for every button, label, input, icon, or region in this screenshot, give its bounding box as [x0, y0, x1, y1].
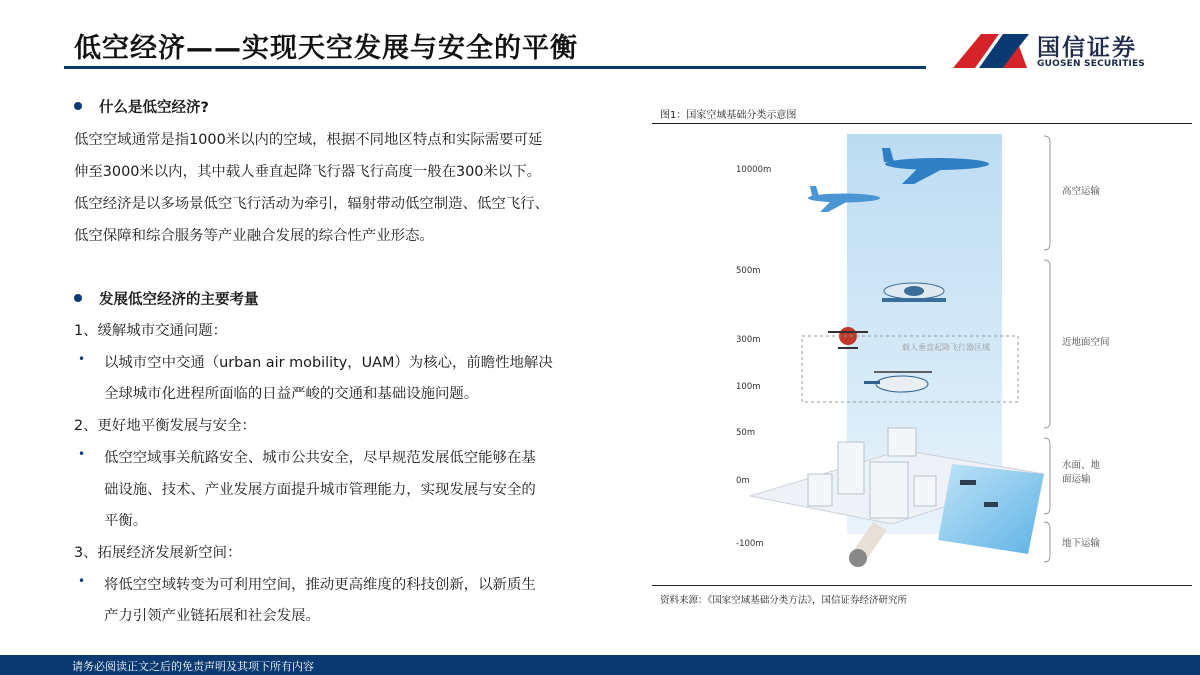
list-item: 全球城市化进程所面临的日益严峻的交通和基础设施问题。 — [104, 386, 479, 403]
altitude-label: 100m — [736, 382, 761, 392]
list-item: 产力引领产业链拓展和社会发展。 — [104, 608, 320, 625]
paragraph-line: 低空经济是以多场景低空飞行活动为牵引，辐射带动低空制造、低空飞行、 — [74, 196, 549, 212]
footer-disclaimer: 请务必阅读正文之后的免责声明及其项下所有内容 — [72, 660, 314, 673]
zone-label: 近地面空间 — [1062, 337, 1110, 348]
altitude-label: 500m — [736, 266, 761, 276]
figure-caption: 图1：国家空域基础分类示意图 — [660, 110, 797, 121]
zone-label: 地下运输 — [1062, 538, 1101, 549]
zone-label: 高空运输 — [1062, 186, 1101, 197]
paragraph-line: 低空保障和综合服务等产业融合发展的综合性产业形态。 — [74, 228, 434, 244]
logo-chinese-name: 国信证券 — [1037, 35, 1137, 61]
list-item: 以城市空中交通（urban air mobility，UAM）为核心，前瞻性地解决 — [104, 354, 553, 371]
altitude-label: -100m — [736, 539, 764, 549]
altitude-label: 10000m — [736, 165, 772, 175]
evtol-aircraft-icon — [882, 283, 946, 302]
paragraph-line: 低空空域通常是指1000米以内的空域，根据不同地区特点和实际需要可延 — [74, 132, 543, 148]
altitude-label: 50m — [736, 428, 756, 438]
zone-label: 水面、地 — [1062, 460, 1101, 471]
figure-top-rule — [652, 123, 1192, 124]
zone-labels — [1062, 185, 1110, 549]
altitude-label: 300m — [736, 335, 761, 345]
airspace-diagram — [652, 126, 1192, 582]
heading-text: 发展低空经济的主要考量 — [99, 292, 259, 308]
heading-text: 什么是低空经济? — [99, 100, 209, 116]
zone-label: 面运输 — [1062, 474, 1091, 485]
list-item: 低空空域事关航路安全、城市公共安全，尽早规范发展低空能够在基 — [104, 449, 536, 466]
figure-source: 资料来源：《国家空域基础分类方法》，国信证券经济研究所 — [660, 595, 908, 606]
numbered-item: 3、拓展经济发展新空间： — [74, 544, 242, 561]
figure-bottom-rule — [652, 585, 1192, 586]
zone-brackets — [1044, 136, 1050, 562]
bullet-icon — [74, 294, 82, 302]
list-bullet-icon: • — [78, 573, 86, 588]
page-title: 低空经济——实现天空发展与安全的平衡 — [74, 33, 578, 64]
list-item: 础设施、技术、产业发展方面提升城市管理能力，实现发展与安全的 — [104, 481, 536, 498]
list-bullet-icon: • — [78, 351, 86, 366]
title-underline — [64, 66, 926, 69]
paragraph-line: 伸至3000米以内，其中载人垂直起降飞行器飞行高度一般在300米以下。 — [74, 164, 542, 180]
list-item: 将低空空域转变为可利用空间，推动更高维度的科技创新，以新质生 — [104, 576, 536, 593]
logo-english-name: GUOSEN SECURITIES — [1037, 59, 1145, 69]
section-heading — [74, 288, 259, 309]
numbered-item: 2、更好地平衡发展与安全： — [74, 418, 256, 435]
section-heading — [74, 96, 209, 117]
bullet-icon — [74, 102, 82, 110]
list-bullet-icon: • — [78, 446, 86, 461]
list-item: 平衡。 — [104, 513, 148, 530]
evtol-zone-label: 载人垂直起降飞行器区域 — [902, 343, 990, 352]
altitude-label: 0m — [736, 476, 750, 486]
numbered-item: 1、缓解城市交通问题： — [74, 323, 228, 339]
